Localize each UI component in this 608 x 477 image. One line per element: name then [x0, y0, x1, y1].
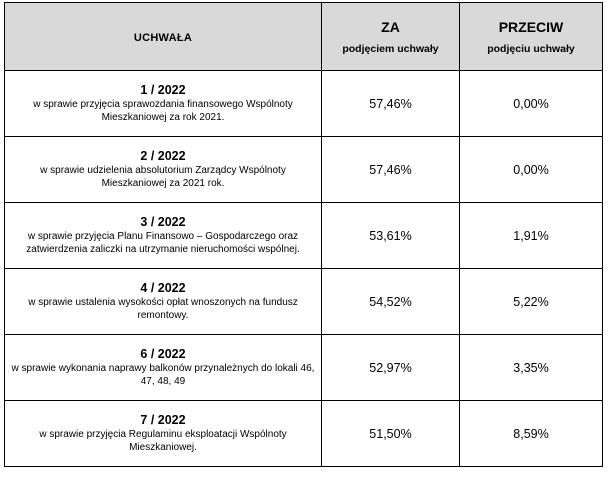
- przeciw-value: 8,59%: [460, 401, 603, 467]
- table-row: [5, 401, 603, 467]
- header-za-label: ZA: [381, 18, 400, 35]
- resolution-number: 1 / 2022: [140, 83, 186, 97]
- za-value: 51,50%: [322, 401, 460, 467]
- za-value: 57,46%: [322, 71, 460, 137]
- resolution-cell: [5, 269, 322, 335]
- header-przeciw-label: PRZECIW: [498, 18, 564, 35]
- resolution-number: 7 / 2022: [140, 413, 186, 427]
- header-za: [322, 3, 460, 71]
- resolution-number: 6 / 2022: [140, 347, 186, 361]
- przeciw-value: 0,00%: [460, 71, 603, 137]
- resolution-number: 4 / 2022: [140, 281, 186, 295]
- przeciw-value: 1,91%: [460, 203, 603, 269]
- header-przeciw-sublabel: podjęciu uchwały: [487, 42, 575, 55]
- resolution-number: 2 / 2022: [140, 149, 186, 163]
- resolution-description: w sprawie udzielenia absolutorium Zarządcy Wspólnoty Mieszkaniowej za 2021 rok.: [40, 165, 286, 189]
- table-row: [5, 335, 603, 401]
- resolution-description: w sprawie wykonania naprawy balkonów przynależnych do lokali 46, 47, 48, 49: [11, 363, 315, 387]
- resolution-cell: [5, 401, 322, 467]
- przeciw-value: 0,00%: [460, 137, 603, 203]
- za-value: 54,52%: [322, 269, 460, 335]
- za-value: 57,46%: [322, 137, 460, 203]
- header-za-sublabel: podjęciem uchwały: [342, 42, 439, 55]
- resolution-number: 3 / 2022: [140, 215, 186, 229]
- resolution-cell: [5, 71, 322, 137]
- table-header: [5, 3, 603, 71]
- resolution-cell: [5, 137, 322, 203]
- resolution-cell: [5, 203, 322, 269]
- resolution-description: w sprawie przyjęcia sprawozdania finansowego Wspólnoty Mieszkaniowej za rok 2021.: [33, 99, 293, 123]
- table-row: [5, 137, 603, 203]
- przeciw-value: 3,35%: [460, 335, 603, 401]
- resolutions-table: [4, 2, 603, 467]
- resolution-description: w sprawie przyjęcia Regulaminu eksploatacji Wspólnoty Mieszkaniowej.: [39, 429, 287, 453]
- header-row: [5, 3, 603, 71]
- table-row: [5, 71, 603, 137]
- table-body: [5, 71, 603, 467]
- header-przeciw: [460, 3, 603, 71]
- resolution-description: w sprawie ustalenia wysokości opłat wnoszonych na fundusz remontowy.: [28, 297, 298, 321]
- resolution-description: w sprawie przyjęcia Planu Finansowo – Gospodarczego oraz zatwierdzenia zaliczki na utrzymanie nieruchomości wspólnej.: [26, 231, 300, 255]
- table-row: [5, 269, 603, 335]
- table-row: [5, 203, 603, 269]
- header-resolution-label: UCHWAŁA: [133, 31, 193, 44]
- header-resolution: [5, 3, 322, 71]
- resolution-cell: [5, 335, 322, 401]
- przeciw-value: 5,22%: [460, 269, 603, 335]
- za-value: 52,97%: [322, 335, 460, 401]
- za-value: 53,61%: [322, 203, 460, 269]
